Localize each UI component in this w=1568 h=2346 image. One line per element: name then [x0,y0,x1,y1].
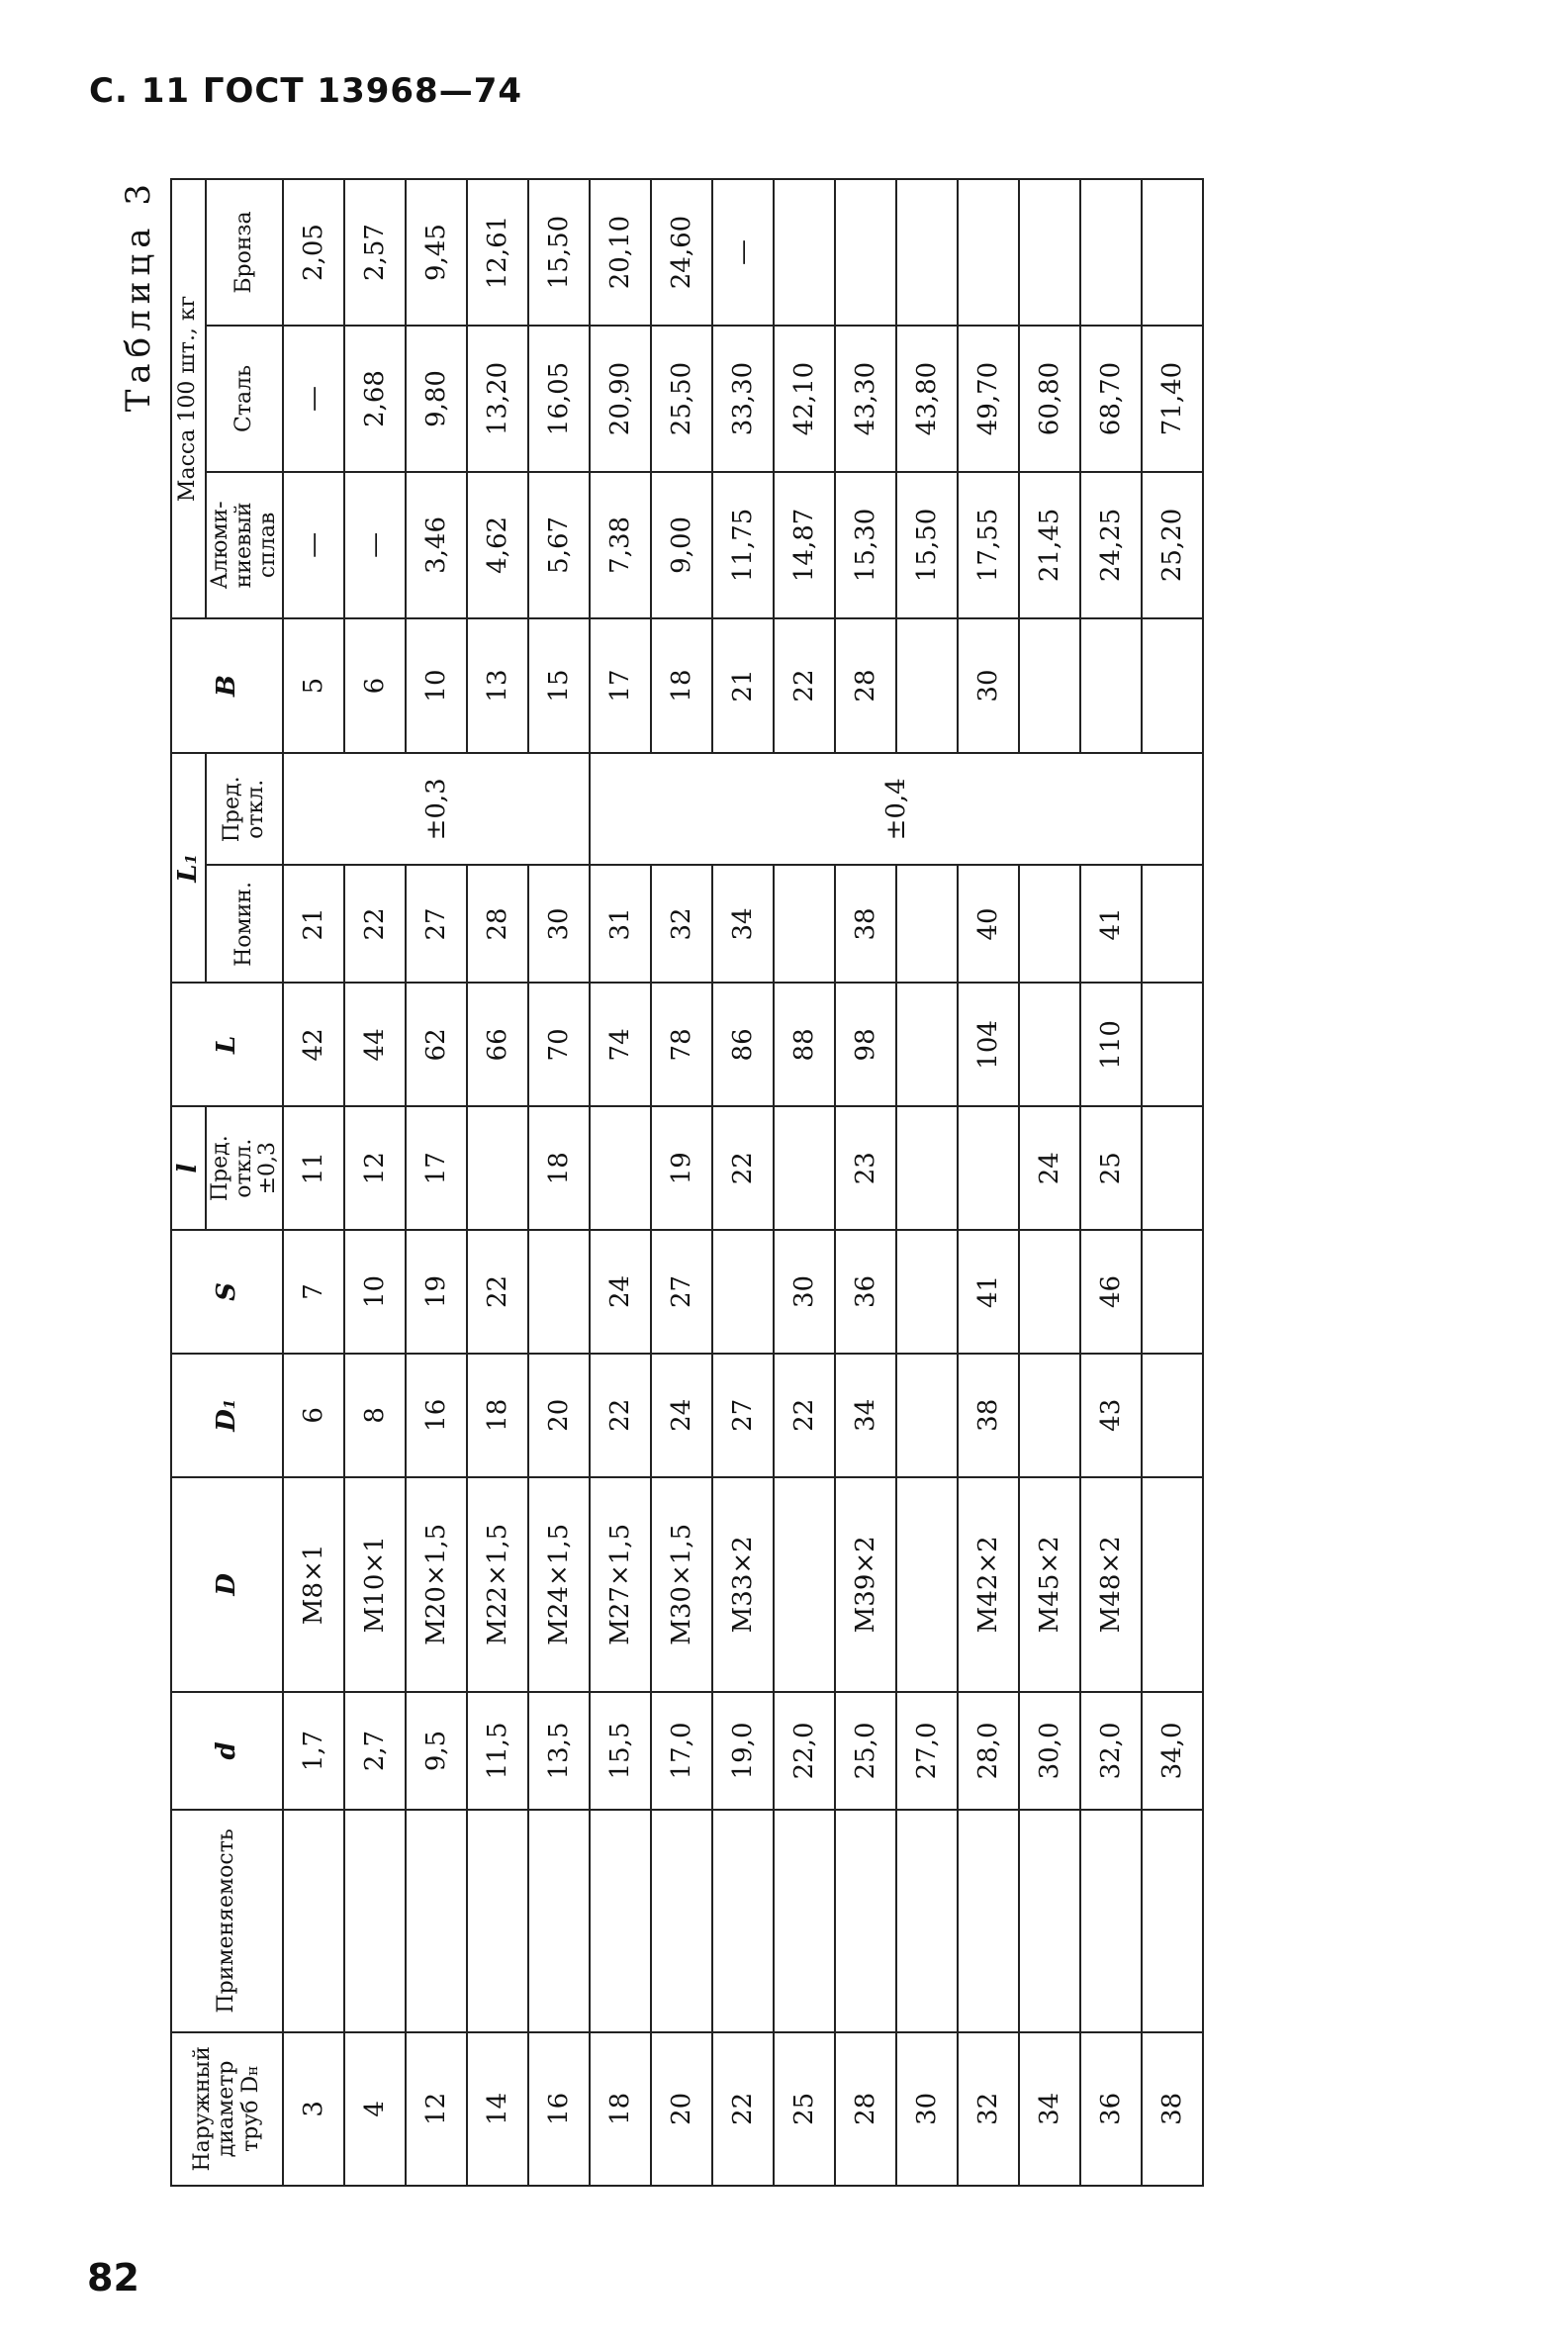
cell-L1: 41 [1080,865,1142,983]
col-header-L1-tolerance: Пред. откл. [206,753,284,865]
cell-D: М8×1 [283,1477,344,1692]
cell-D1: 8 [344,1354,406,1477]
col-header-L1-nominal: Номин. [206,865,284,983]
cell-al: — [344,472,406,618]
cell-S: 24 [590,1230,651,1354]
cell-bronze: 15,50 [528,179,590,326]
cell-al: 9,00 [651,472,712,618]
cell-l [896,1106,958,1230]
cell-steel: 43,30 [835,326,896,472]
col-header-mass-steel: Сталь [206,326,284,472]
cell-dn: 16 [528,2032,590,2186]
cell-L1: 40 [958,865,1019,983]
cell-bronze [835,179,896,326]
cell-S: 46 [1080,1230,1142,1354]
table-caption: Таблица 3 [119,178,158,413]
cell-al: 14,87 [774,472,835,618]
cell-S: 27 [651,1230,712,1354]
page-number: 82 [87,2256,139,2299]
cell-app [1080,1810,1142,2032]
cell-D: М20×1,5 [406,1477,467,1692]
cell-L: 62 [406,984,467,1107]
cell-d: 30,0 [1019,1692,1080,1810]
cell-D: М27×1,5 [590,1477,651,1692]
cell-l [774,1106,835,1230]
cell-l: 18 [528,1106,590,1230]
cell-d: 9,5 [406,1692,467,1810]
col-header-l: l [171,1106,206,1230]
cell-L1 [896,865,958,983]
cell-D: М30×1,5 [651,1477,712,1692]
cell-bronze [958,179,1019,326]
cell-D1: 38 [958,1354,1019,1477]
cell-D: М24×1,5 [528,1477,590,1692]
cell-bronze [896,179,958,326]
cell-l: 12 [344,1106,406,1230]
cell-S: 19 [406,1230,467,1354]
cell-steel: 42,10 [774,326,835,472]
cell-steel: 25,50 [651,326,712,472]
cell-L1: 28 [467,865,528,983]
cell-D1 [1019,1354,1080,1477]
table-row [344,179,406,2186]
cell-D1: 24 [651,1354,712,1477]
table-row [896,179,958,2186]
cell-L1 [1019,865,1080,983]
cell-D1: 34 [835,1354,896,1477]
table-row [590,179,651,2186]
cell-D: М33×2 [712,1477,774,1692]
cell-dn: 12 [406,2032,467,2186]
cell-l [467,1106,528,1230]
cell-L1 [774,865,835,983]
cell-B: 5 [283,618,344,753]
cell-l: 19 [651,1106,712,1230]
cell-L: 42 [283,984,344,1107]
col-header-outer-diameter: Наружный диаметр труб Dн [171,2032,283,2186]
cell-L: 74 [590,984,651,1107]
cell-D1: 43 [1080,1354,1142,1477]
cell-dn: 38 [1142,2032,1203,2186]
cell-D [896,1477,958,1692]
cell-B: 18 [651,618,712,753]
cell-D [1142,1477,1203,1692]
cell-l: 17 [406,1106,467,1230]
cell-steel: 43,80 [896,326,958,472]
cell-L1: 31 [590,865,651,983]
col-header-l-tolerance: Пред. откл. ±0,3 [206,1106,284,1230]
rotated-table-area [119,178,1466,2187]
cell-steel: 33,30 [712,326,774,472]
cell-D: М10×1 [344,1477,406,1692]
cell-L: 44 [344,984,406,1107]
cell-D1: 22 [774,1354,835,1477]
cell-app [406,1810,467,2032]
cell-steel: 9,80 [406,326,467,472]
cell-D1 [896,1354,958,1477]
table-row [283,179,344,2186]
cell-D1: 18 [467,1354,528,1477]
cell-D: М42×2 [958,1477,1019,1692]
cell-d: 11,5 [467,1692,528,1810]
cell-dn: 3 [283,2032,344,2186]
cell-d: 27,0 [896,1692,958,1810]
cell-dn: 4 [344,2032,406,2186]
cell-steel: 20,90 [590,326,651,472]
cell-steel: 2,68 [344,326,406,472]
cell-d: 13,5 [528,1692,590,1810]
cell-B: 13 [467,618,528,753]
cell-steel: 60,80 [1019,326,1080,472]
cell-l: 22 [712,1106,774,1230]
cell-S [712,1230,774,1354]
cell-dn: 34 [1019,2032,1080,2186]
cell-l: 24 [1019,1106,1080,1230]
cell-L: 88 [774,984,835,1107]
cell-d: 25,0 [835,1692,896,1810]
cell-d: 17,0 [651,1692,712,1810]
cell-bronze: 2,05 [283,179,344,326]
cell-L1: 21 [283,865,344,983]
col-header-mass: Масса 100 шт., кг [171,179,206,618]
cell-B: 15 [528,618,590,753]
cell-app [651,1810,712,2032]
cell-dn: 25 [774,2032,835,2186]
cell-al: 21,45 [1019,472,1080,618]
cell-L1: 32 [651,865,712,983]
col-header-S: S [171,1230,283,1354]
cell-l: 23 [835,1106,896,1230]
cell-d: 19,0 [712,1692,774,1810]
cell-D: М39×2 [835,1477,896,1692]
cell-L: 70 [528,984,590,1107]
cell-D1: 27 [712,1354,774,1477]
table-row [958,179,1019,2186]
cell-S: 10 [344,1230,406,1354]
table-row [1080,179,1142,2186]
cell-al: — [283,472,344,618]
cell-l [958,1106,1019,1230]
cell-bronze [1019,179,1080,326]
cell-al: 17,55 [958,472,1019,618]
table-row [712,179,774,2186]
table-row [1019,179,1080,2186]
cell-B: 6 [344,618,406,753]
cell-L [896,984,958,1107]
cell-app [896,1810,958,2032]
cell-L: 66 [467,984,528,1107]
cell-L: 104 [958,984,1019,1107]
cell-d: 28,0 [958,1692,1019,1810]
col-header-B: B [171,618,283,753]
cell-dn: 36 [1080,2032,1142,2186]
cell-app [467,1810,528,2032]
cell-bronze: 20,10 [590,179,651,326]
col-header-L: L [171,984,283,1107]
cell-L1: 38 [835,865,896,983]
cell-S: 22 [467,1230,528,1354]
col-header-D1: D1 [171,1354,283,1477]
cell-al: 7,38 [590,472,651,618]
cell-B [1142,618,1203,753]
cell-L1: 22 [344,865,406,983]
col-header-L1: L1 [171,753,206,983]
cell-B: 17 [590,618,651,753]
cell-steel: 71,40 [1142,326,1203,472]
col-header-mass-bronze: Бронза [206,179,284,326]
cell-al: 15,50 [896,472,958,618]
cell-D: М45×2 [1019,1477,1080,1692]
cell-dn: 32 [958,2032,1019,2186]
cell-al: 25,20 [1142,472,1203,618]
cell-S: 36 [835,1230,896,1354]
cell-L1 [1142,865,1203,983]
cell-al: 3,46 [406,472,467,618]
cell-S: 41 [958,1230,1019,1354]
cell-L: 98 [835,984,896,1107]
cell-d: 22,0 [774,1692,835,1810]
cell-al: 11,75 [712,472,774,618]
cell-app [344,1810,406,2032]
table-row [774,179,835,2186]
cell-al: 24,25 [1080,472,1142,618]
cell-app [958,1810,1019,2032]
cell-bronze [1142,179,1203,326]
cell-d: 2,7 [344,1692,406,1810]
table-row [406,179,467,2186]
cell-app [835,1810,896,2032]
cell-L [1019,984,1080,1107]
cell-app [528,1810,590,2032]
cell-S [1142,1230,1203,1354]
col-header-applicability: Применяемость [171,1810,283,2032]
cell-B: 22 [774,618,835,753]
cell-al: 15,30 [835,472,896,618]
cell-d: 15,5 [590,1692,651,1810]
cell-dn: 28 [835,2032,896,2186]
cell-app [590,1810,651,2032]
cell-steel: 68,70 [1080,326,1142,472]
cell-steel: 16,05 [528,326,590,472]
page-header: С. 11 ГОСТ 13968—74 [89,71,523,111]
table-row [651,179,712,2186]
cell-bronze: 24,60 [651,179,712,326]
cell-L [1142,984,1203,1107]
cell-d: 1,7 [283,1692,344,1810]
cell-l: 11 [283,1106,344,1230]
col-header-d: d [171,1692,283,1810]
cell-l: 25 [1080,1106,1142,1230]
cell-steel: — [283,326,344,472]
cell-al: 5,67 [528,472,590,618]
cell-d: 34,0 [1142,1692,1203,1810]
cell-D1: 20 [528,1354,590,1477]
cell-S: 7 [283,1230,344,1354]
cell-S: 30 [774,1230,835,1354]
cell-dn: 14 [467,2032,528,2186]
cell-B [1019,618,1080,753]
cell-dn: 22 [712,2032,774,2186]
cell-l [1142,1106,1203,1230]
cell-D1 [1142,1354,1203,1477]
cell-steel: 13,20 [467,326,528,472]
cell-app [774,1810,835,2032]
cell-bronze [774,179,835,326]
table-row [467,179,528,2186]
cell-B: 28 [835,618,896,753]
col-header-mass-aluminium: Алюминиевый сплав [206,472,284,618]
cell-steel: 49,70 [958,326,1019,472]
spec-table [170,178,1204,2187]
cell-S [1019,1230,1080,1354]
cell-B: 10 [406,618,467,753]
cell-D [774,1477,835,1692]
cell-bronze: 9,45 [406,179,467,326]
cell-L: 86 [712,984,774,1107]
table-row [835,179,896,2186]
cell-dn: 18 [590,2032,651,2186]
col-header-D: D [171,1477,283,1692]
cell-L1: 30 [528,865,590,983]
cell-dn: 20 [651,2032,712,2186]
cell-D1: 6 [283,1354,344,1477]
cell-B [1080,618,1142,753]
cell-d: 32,0 [1080,1692,1142,1810]
cell-app [1019,1810,1080,2032]
cell-D1: 22 [590,1354,651,1477]
cell-L1-tolerance: ±0,4 [590,753,1203,865]
cell-B: 30 [958,618,1019,753]
cell-app [1142,1810,1203,2032]
cell-S [896,1230,958,1354]
cell-L1-tolerance: ±0,3 [283,753,590,865]
cell-D: М48×2 [1080,1477,1142,1692]
cell-al: 4,62 [467,472,528,618]
cell-L1: 34 [712,865,774,983]
cell-app [712,1810,774,2032]
table-row [1142,179,1203,2186]
cell-D: М22×1,5 [467,1477,528,1692]
cell-D1: 16 [406,1354,467,1477]
cell-l [590,1106,651,1230]
cell-bronze [1080,179,1142,326]
cell-bronze: — [712,179,774,326]
table-row [528,179,590,2186]
cell-L: 78 [651,984,712,1107]
spec-table-body [283,179,1203,2186]
cell-bronze: 2,57 [344,179,406,326]
cell-bronze: 12,61 [467,179,528,326]
cell-L: 110 [1080,984,1142,1107]
cell-B: 21 [712,618,774,753]
cell-B [896,618,958,753]
cell-app [283,1810,344,2032]
cell-L1: 27 [406,865,467,983]
cell-S [528,1230,590,1354]
cell-dn: 30 [896,2032,958,2186]
